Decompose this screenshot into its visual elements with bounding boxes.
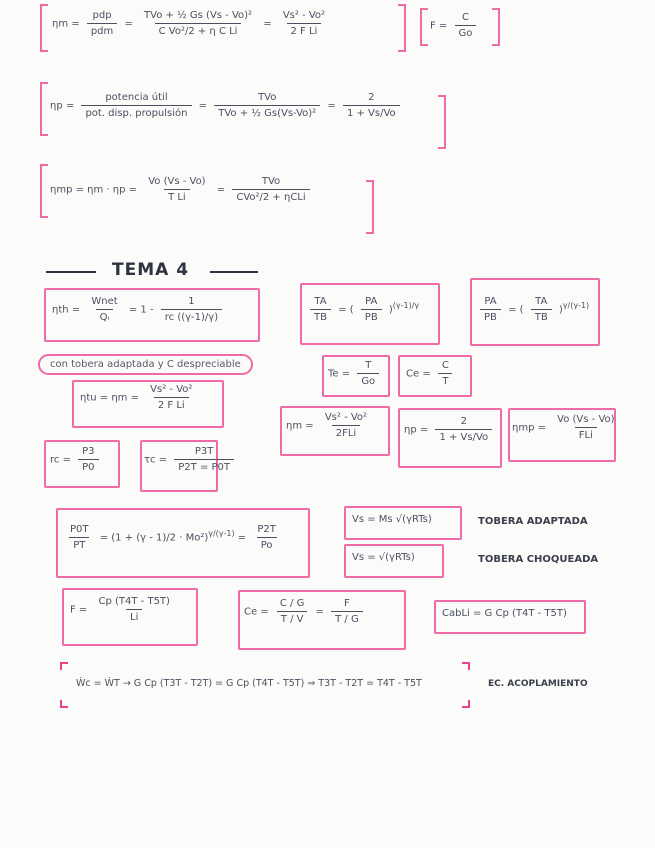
eq-coupling: Ẇc = ẆT → G Cp (T3T - T2T) = G Cp (T4T - T5T) ⇒ T3T - T2T = T4T - T5T xyxy=(76,678,422,689)
eq-ce: Ce = $\frac{C}{T}$ xyxy=(406,360,457,387)
eq-ce2: Ce = $\frac{C / G}{T / V}$ = $\frac{F}{T / G}$ xyxy=(244,598,367,625)
eq-eta-p2: ηp = $\frac{2}{1 + Vs/Vo}$ xyxy=(404,416,496,443)
corner-mark xyxy=(462,700,470,708)
eq-rc: rc = $\frac{P3}{P0}$ xyxy=(50,446,103,473)
corner-mark xyxy=(60,662,68,670)
bracket-right xyxy=(438,95,446,149)
bracket-left xyxy=(420,8,428,46)
eq-eta-tu: ηtu = ηm = $\frac{\text{Vs² - Vo²}}{\text{2 F Li}}$ xyxy=(80,384,193,411)
eq-cab-li: CabLi = G Cp (T4T - T5T) xyxy=(442,608,567,619)
corner-mark xyxy=(60,700,68,708)
bracket-right xyxy=(366,180,374,234)
eq-eta-th: ηth = $\frac{\text{Wnet}}{\text{Qᵢ}}$ = 1 - $\frac{1}{rc ((\gamma-1)/\gamma)}$ xyxy=(52,296,226,323)
eq-eta-mp: ηmp = ηm · ηp = $\frac{Vo (Vs - Vo)}{\text{T Li}}$ = $\frac{\text{TVo}}{\text{CVo²/2 + ηCLi}}$ xyxy=(50,176,314,203)
bracket-left xyxy=(40,164,48,218)
note-bubble: con tobera adaptada y C despreciable xyxy=(38,354,253,375)
eq-tau-c: τc = $\frac{P3T}{P2T = P0T}$ xyxy=(144,446,238,473)
eq-ta-tb: $\frac{TA}{TB}$ = ( $\frac{PA}{PB}$ )$^{(\gamma-1)/\gamma}$ xyxy=(306,296,419,323)
eq-te: Te = $\frac{T}{Go}$ xyxy=(328,360,383,387)
eq-force: F = $\frac{C}{Go}$ xyxy=(430,12,480,39)
corner-mark xyxy=(462,662,470,670)
eq-vs-choked: Vs = √(γRTs) xyxy=(352,552,415,563)
label-tobera-adaptada: TOBERA ADAPTADA xyxy=(478,516,588,527)
eq-p0t: $\frac{P0T}{PT}$ = $(1 + (\gamma - 1)/2 \cdot Mo^2)^{\gamma/(\gamma-1)}$ = $\frac{P2T}{Po}$ xyxy=(70,524,276,551)
label-tobera-choqueada: TOBERA CHOQUEADA xyxy=(478,554,599,565)
heading-rule-right xyxy=(210,271,258,273)
eq-pa-pb: $\frac{PA}{PB}$ = ( $\frac{TA}{TB}$ )$^{\gamma/(\gamma-1)}$ xyxy=(476,296,589,323)
bracket-right xyxy=(398,4,406,52)
eq-force-cp: F = $\frac{Cp (T4T - T5T)}{Li}$ xyxy=(70,596,170,623)
heading-rule-left xyxy=(46,271,96,273)
eq-eta-p: ηp = $\frac{\text{potencia útil}}{\text{pot. disp. propulsión}}$ = $\frac{\text{TVo}}{\text{TVo + ½ Gs(Vs-Vo)²}}$ = $\frac{2}{1 + Vs/Vo}$ xyxy=(50,92,404,119)
eq-eta-mp2: ηmp = $\frac{Vo (Vs - Vo)}{\text{FLi}}$ xyxy=(512,414,615,441)
bracket-left xyxy=(40,4,48,52)
bracket-left xyxy=(40,82,48,136)
bracket-right xyxy=(492,8,500,46)
eq-eta-m2: ηm = $\frac{\text{Vs² - Vo²}}{\text{2FLi}}$ xyxy=(286,412,368,439)
label-coupling: EC. ACOPLAMIENTO xyxy=(488,679,588,689)
eq-eta-m: ηm = $\frac{\text{pdp}}{\text{pdm}}$ = $\frac{\text{TVo + ½ Gs (Vs - Vo)²}}{\text{C Vo²/2 + η C Li}}$ = $\frac{\text{Vs² - Vo²}}{\text{2 F Li}}$ xyxy=(52,10,326,37)
section-title: TEMA 4 xyxy=(112,260,190,280)
eq-vs-adapted: Vs = Ms √(γRTs) xyxy=(352,514,432,525)
